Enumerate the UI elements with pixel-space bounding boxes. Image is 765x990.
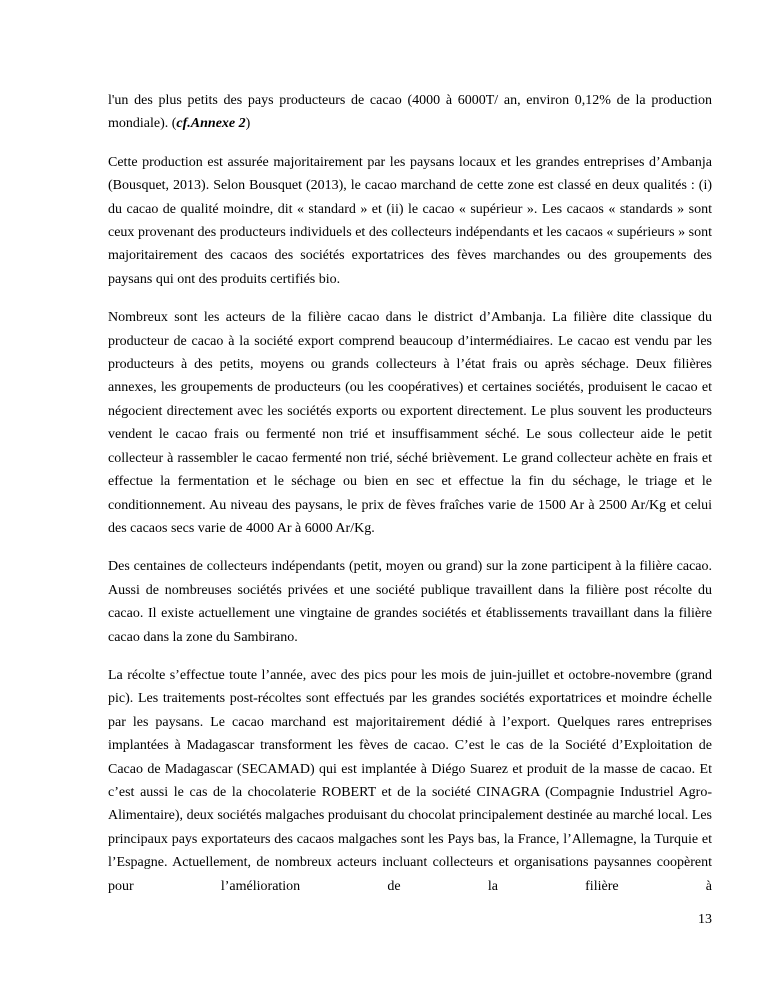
body-text — [108, 89, 712, 913]
paragraph-1 — [108, 89, 712, 136]
paragraph-5: La récolte s’effectue toute l’année, avec des pics pour les mois de juin-juillet et octobre-novembre (grand pic). Les traitements post-récoltes sont effectués par les grandes sociétés exportatrices et moindre échelle par les paysans. Le cacao marchand est majoritairement dédié à l’export. Quelques rares entreprises implantées à Madagascar transforment les fèves de cacao. C’est le cas de la Société d’Exploitation de Cacao de Madagascar (SECAMAD) qui est implantée à Diégo Suarez et produit de la masse de cacao. Et c’est aussi le cas de la chocolaterie ROBERT et de la société CINAGRA (Compagnie Industriel Agro-Alimentaire), deux sociétés malgaches produisant du chocolat principalement destinée au marché local. Les principaux pays exportateurs des cacaos malgaches sont les Pays bas, la France, l’Allemagne, la Turquie et l’Espagne. Actuellement, de nombreux acteurs incluant collecteurs et organisations paysannes coopèrent pour l’amélioration de la filière à — [108, 667, 712, 894]
annex-reference: cf.Annexe 2 — [176, 116, 246, 132]
paragraph-1-text: l'un des plus petits des pays producteurs de cacao (4000 à 6000T/ an, environ 0,12% de la production mondiale). ( — [108, 93, 712, 132]
page-number: 13 — [698, 912, 712, 927]
paragraph-1-closing: ) — [245, 116, 251, 132]
paragraph-4: Des centaines de collecteurs indépendants (petit, moyen ou grand) sur la zone participent à la filière cacao. Aussi de nombreuses sociétés privées et une société publique travaillent dans la filière post récolte du cacao. Il existe actuellement une vingtaine de grandes sociétés et établissements travaillant dans la filière cacao dans la zone du Sambirano. — [108, 559, 712, 645]
paragraph-3: Nombreux sont les acteurs de la filière cacao dans le district d’Ambanja. La filière dite classique du producteur de cacao à la société export comprend beaucoup d’intermédiaires. Le cacao est vendu par les producteurs à des petits, moyens ou grands collecteurs à l’état frais ou après séchage. Deux filières annexes, les groupements de producteurs (ou les coopératives) et certaines sociétés, produisent le cacao et négocient directement avec les sociétés exports ou exportent directement. Le plus souvent les producteurs vendent le cacao frais ou fermenté non trié et insuffisamment séché. Le sous collecteur aide le petit collecteur à rassembler le cacao fermenté non trié, séché brièvement. Le grand collecteur achète en frais et effectue la fermentation et le séchage ou bien en sec et effectue la fin du séchage, le triage et le conditionnement. Au niveau des paysans, le prix de fèves fraîches varie de 1500 Ar à 2500 Ar/Kg et celui des cacaos secs varie de 4000 Ar à 6000 Ar/Kg. — [108, 310, 712, 536]
paragraph-2: Cette production est assurée majoritairement par les paysans locaux et les grandes entreprises d’Ambanja (Bousquet, 2013). Selon Bousquet (2013), le cacao marchand de cette zone est classé en deux qualités : (i) du cacao de qualité moindre, dit « standard » et (ii) le cacao « supérieur ». Les cacaos « standards » sont ceux provenant des producteurs individuels et des collecteurs indépendants et les cacaos « supérieurs » sont majoritairement des cacaos des sociétés exportatrices des fèves marchandes ou des groupements des paysans qui ont des produits certifiés bio. — [108, 154, 712, 287]
